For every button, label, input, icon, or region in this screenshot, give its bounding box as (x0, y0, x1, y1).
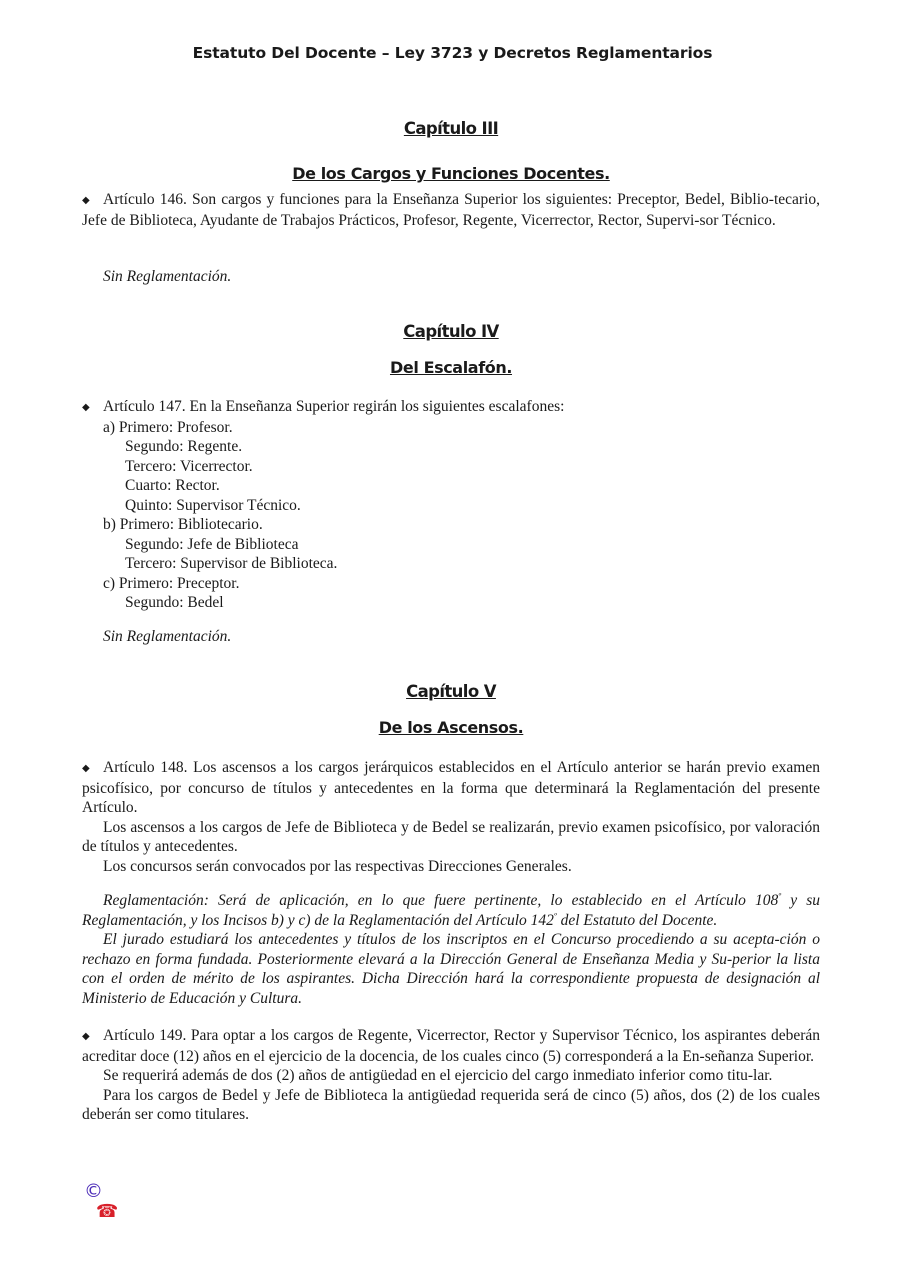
reglamentacion-paragraph-2: El jurado estudiará los antecedentes y títulos de los inscriptos en el Concurso procediendo a su acepta-ción o rechazo en forma fundada. Posteriormente elevará a la Dirección General de Enseñanza Media y Su-perior la lista con el orden de mérito de los aspirantes. Dicha Dirección hará la correspondiente propuesta de designación al Ministerio de Educación y Cultura. (82, 931, 820, 1007)
chapter-4-subtitle: Del Escalafón. (389, 358, 513, 377)
diamond-bullet-icon: ◆ (82, 1031, 90, 1042)
article-148 (82, 758, 820, 876)
reglamentacion-text-b: y su Reglamentación, y los Incisos b) y c) de la Reglamentación del Artículo 142 (82, 892, 820, 929)
reglamentacion-text-c: del Estatuto del Docente. (556, 911, 718, 929)
article-148-reglamentacion (82, 891, 820, 1008)
reglamentacion-text-a: Reglamentación: Será de aplicación, en lo que fuere pertinente, lo establecido en el Artículo 108 (103, 892, 779, 909)
list-item: b) Primero: Bibliotecario. (103, 516, 263, 533)
chapter-4-reglamentacion: Sin Reglamentación. (103, 628, 232, 645)
copyright-icon: © (84, 1180, 103, 1202)
ordinal-mark: º (778, 890, 782, 901)
article-146 (82, 190, 820, 230)
article-147 (82, 397, 820, 613)
list-item: Segundo: Regente. (125, 438, 243, 455)
list-item: Quinto: Supervisor Técnico. (125, 496, 301, 514)
diamond-bullet-icon: ◆ (82, 763, 90, 774)
chapter-3-reglamentacion: Sin Reglamentación. (103, 268, 232, 285)
article-149 (82, 1026, 820, 1125)
article-146-text: Artículo 146. Son cargos y funciones para la Enseñanza Superior los siguientes: Preceptor, Bedel, Biblio-tecario, Jefe de Biblioteca, Ayudante de Trabajos Prácticos, Profesor, Regente, Vicerrector, Rector, Supervi-sor Técnico. (82, 191, 820, 229)
chapter-5-subtitle: De los Ascensos. (378, 718, 524, 737)
list-item: Tercero: Vicerrector. (125, 457, 253, 475)
article-149-text: Artículo 149. Para optar a los cargos de Regente, Vicerrector, Rector y Supervisor Técnico, los aspirantes deberán acreditar doce (12) años en el ejercicio de la docencia, de los cuales cinco (5) corresponderá a la En-señanza Superior. (82, 1027, 820, 1065)
article-148-paragraph-3: Los concursos serán convocados por las respectivas Direcciones Generales. (103, 857, 572, 875)
list-item: c) Primero: Preceptor. (103, 574, 240, 592)
diamond-bullet-icon: ◆ (82, 195, 90, 206)
list-item: Segundo: Bedel (125, 594, 224, 611)
chapter-5-title: Capítulo V (406, 682, 496, 701)
chapter-4-title: Capítulo IV (403, 322, 499, 341)
ordinal-mark: º (553, 910, 557, 921)
article-149-paragraph-3: Para los cargos de Bedel y Jefe de Biblioteca la antigüedad requerida será de cinco (5) años, dos (2) de los cuales deberán ser como titulares. (82, 1086, 820, 1123)
article-149-paragraph-2: Se requerirá además de dos (2) años de antigüedad en el ejercicio del cargo inmediato inferior como titu-lar. (103, 1067, 773, 1084)
list-item: Segundo: Jefe de Biblioteca (125, 535, 299, 553)
list-item: Tercero: Supervisor de Biblioteca. (125, 555, 338, 572)
list-item: Cuarto: Rector. (125, 477, 220, 494)
phone-icon: ☎ (96, 1201, 119, 1222)
list-item: a) Primero: Profesor. (103, 418, 233, 436)
chapter-3-title: Capítulo III (403, 119, 499, 138)
article-148-text: Artículo 148. Los ascensos a los cargos jerárquicos establecidos en el Artículo anterior se harán previo examen psicofísico, por concurso de títulos y antecedentes en la forma que determinará la Reglamentación del presente Artículo. (82, 759, 820, 816)
article-148-paragraph-2: Los ascensos a los cargos de Jefe de Biblioteca y de Bedel se realizarán, previo examen psicofísico, por valoración de títulos y antecedentes. (82, 818, 820, 855)
chapter-3-subtitle: De los Cargos y Funciones Docentes. (292, 164, 610, 183)
diamond-bullet-icon: ◆ (82, 402, 90, 413)
article-147-text: Artículo 147. En la Enseñanza Superior regirán los siguientes escalafones: (103, 398, 565, 415)
page-header-title: Estatuto Del Docente – Ley 3723 y Decretos Reglamentarios (192, 44, 713, 62)
